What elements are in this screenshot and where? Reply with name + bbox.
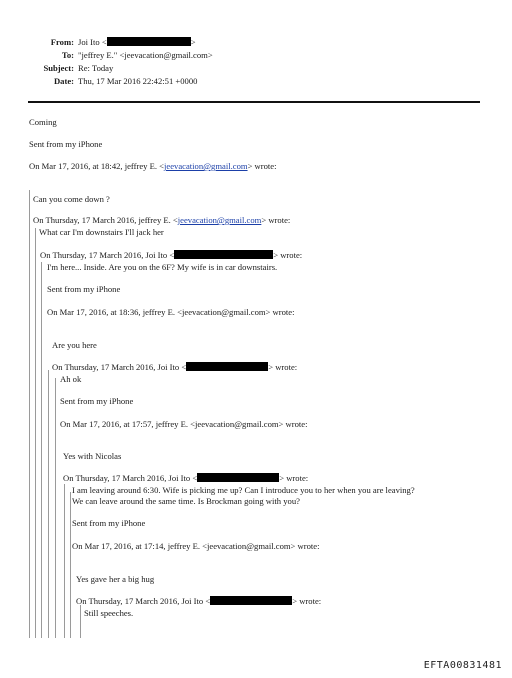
quote-bar (35, 228, 36, 638)
attribution-text: > wrote: (247, 161, 277, 171)
redaction-block (174, 250, 273, 259)
from-label: From: (50, 37, 74, 47)
date-value: Thu, 17 Mar 2016 22:42:51 +0000 (78, 76, 198, 86)
message-text: Can you come down ? (33, 194, 110, 204)
message-text: What car I'm downstairs I'll jack her (39, 227, 164, 237)
signature-text: Sent from my iPhone (29, 139, 103, 149)
message-text: Ah ok (60, 374, 82, 384)
attribution-text: > wrote: (261, 215, 291, 225)
message-text: Coming (29, 117, 57, 127)
attribution-text: > wrote: (279, 473, 309, 483)
attribution-text: On Thursday, 17 March 2016, Joi Ito < (63, 473, 198, 483)
redaction-block (107, 37, 191, 46)
attribution-text: > wrote: (292, 596, 322, 606)
attribution-text: On Mar 17, 2016, at 18:42, jeffrey E. < (29, 161, 164, 171)
quote-attribution (29, 161, 277, 171)
attribution-text: > wrote: (268, 362, 298, 372)
from-value (78, 37, 196, 47)
date-label: Date: (53, 76, 74, 86)
quote-bar (41, 262, 42, 638)
quote-attribution (63, 473, 308, 483)
redaction-block (186, 362, 268, 371)
quote-bar (55, 378, 56, 638)
attribution-text: On Thursday, 17 March 2016, Joi Ito < (52, 362, 187, 372)
to-value: "jeffrey E." <jeevacation@gmail.com> (78, 50, 213, 60)
header-divider (28, 101, 480, 103)
attribution-text: On Thursday, 17 March 2016, Joi Ito < (76, 596, 211, 606)
quote-bar (48, 370, 49, 638)
email-link[interactable]: jeevacation@gmail.com (164, 161, 248, 171)
message-text: I am leaving around 6:30. Wife is picking me up? Can I introduce you to her when you are leaving? (72, 485, 415, 495)
quote-bar (64, 484, 65, 638)
message-text: Yes with Nicolas (63, 451, 122, 461)
attribution-text: On Thursday, 17 March 2016, Joi Ito < (40, 250, 175, 260)
from-close: > (190, 37, 196, 47)
quote-attribution (40, 250, 302, 260)
from-name: Joi Ito < (78, 37, 107, 47)
redaction-block (197, 473, 279, 482)
redaction-block (210, 596, 292, 605)
message-text: I'm here... Inside. Are you on the 6F? My wife is in car downstairs. (47, 262, 278, 272)
quote-attribution (33, 215, 290, 225)
message-text: Yes gave her a big hug (76, 574, 155, 584)
signature-text: Sent from my iPhone (72, 518, 146, 528)
attribution-text: On Thursday, 17 March 2016, jeffrey E. < (33, 215, 178, 225)
quote-attribution: On Mar 17, 2016, at 17:14, jeffrey E. <jeevacation@gmail.com> wrote: (72, 541, 320, 551)
quote-bar (80, 605, 81, 638)
message-text: We can leave around the same time. Is Brockman going with you? (72, 496, 300, 506)
quote-attribution (76, 596, 321, 606)
email-link[interactable]: jeevacation@gmail.com (177, 215, 262, 225)
subject-label: Subject: (43, 63, 74, 73)
subject-value: Re: Today (78, 63, 114, 73)
signature-text: Sent from my iPhone (47, 284, 121, 294)
document-id: EFTA00831481 (423, 660, 502, 671)
signature-text: Sent from my iPhone (60, 396, 134, 406)
quote-attribution: On Mar 17, 2016, at 18:36, jeffrey E. <jeevacation@gmail.com> wrote: (47, 307, 295, 317)
message-text: Still speeches. (84, 608, 134, 618)
attribution-text: > wrote: (273, 250, 303, 260)
quote-attribution: On Mar 17, 2016, at 17:57, jeffrey E. <jeevacation@gmail.com> wrote: (60, 419, 308, 429)
quote-bar (29, 190, 30, 638)
quote-attribution (52, 362, 297, 372)
message-text: Are you here (52, 340, 97, 350)
quote-bar (70, 492, 71, 638)
to-label: To: (61, 50, 74, 60)
